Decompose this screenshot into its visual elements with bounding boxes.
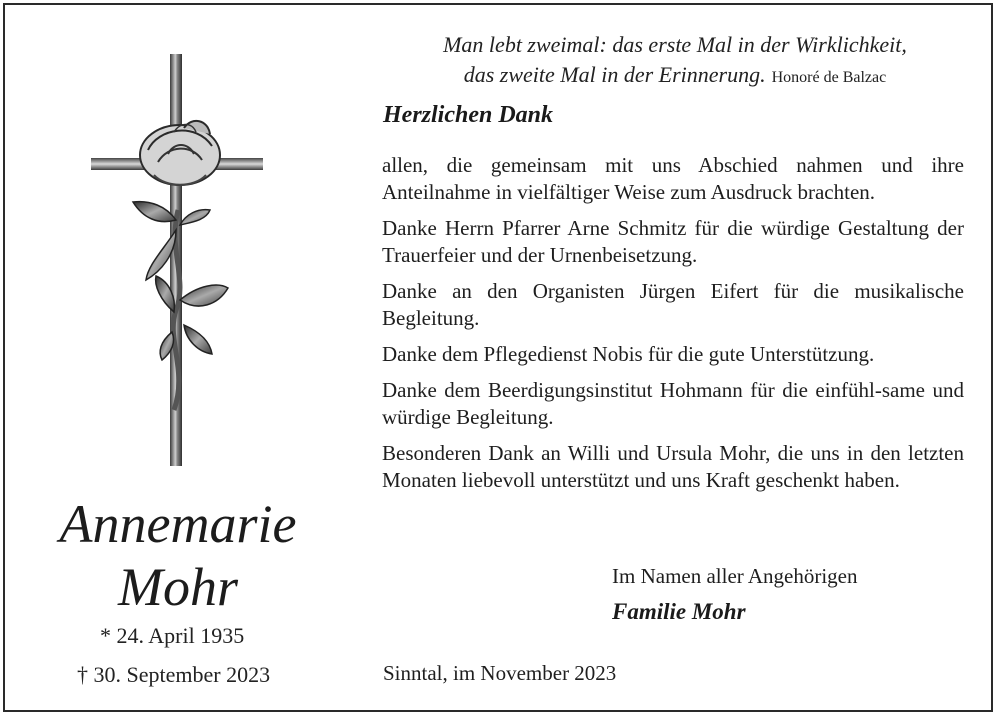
- thanks-paragraph-5: Danke dem Beerdigungsinstitut Hohmann für die einfühl-same und würdige Begleitung.: [382, 378, 964, 429]
- death-date: † 30. September 2023: [77, 662, 271, 687]
- birth-date: * 24. April 1935: [100, 623, 245, 648]
- thanks-heading: Herzlichen Dank: [383, 102, 554, 128]
- thanks-paragraph-2: Danke Herrn Pfarrer Arne Schmitz für die würdige Gestaltung der Trauerfeier und der Urnenbeisetzung.: [382, 216, 964, 267]
- quote-line-1: Man lebt zweimal: das erste Mal in der Wirklichkeit,: [443, 32, 907, 57]
- thanks-paragraph-3: Danke an den Organisten Jürgen Eifert für die musikalische Begleitung.: [382, 279, 964, 330]
- thanks-paragraph-4: Danke dem Pflegedienst Nobis für die gute Unterstützung.: [382, 342, 875, 366]
- deceased-first-name: Annemarie: [59, 494, 297, 554]
- thanks-paragraph-6: Besonderen Dank an Willi und Ursula Mohr, die uns in den letzten Monaten liebevoll unterstützt und uns Kraft geschenkt haben.: [382, 441, 964, 492]
- place-date: Sinntal, im November 2023: [383, 661, 617, 685]
- quote-author: Honoré de Balzac: [771, 69, 887, 86]
- thanks-body: [382, 152, 964, 503]
- deceased-last-name: Mohr: [118, 557, 238, 617]
- quote-line-2: das zweite Mal in der Erinnerung.: [463, 62, 766, 87]
- cross-with-rose-icon: [88, 50, 268, 470]
- signature-family: Familie Mohr: [612, 599, 746, 624]
- thanks-paragraph-1: allen, die gemeinsam mit uns Abschied nahmen und ihre Anteilnahme in vielfältiger Weise zum Ausdruck brachten.: [382, 153, 964, 204]
- quote: [380, 30, 970, 93]
- signature-intro: Im Namen aller Angehörigen: [612, 564, 858, 588]
